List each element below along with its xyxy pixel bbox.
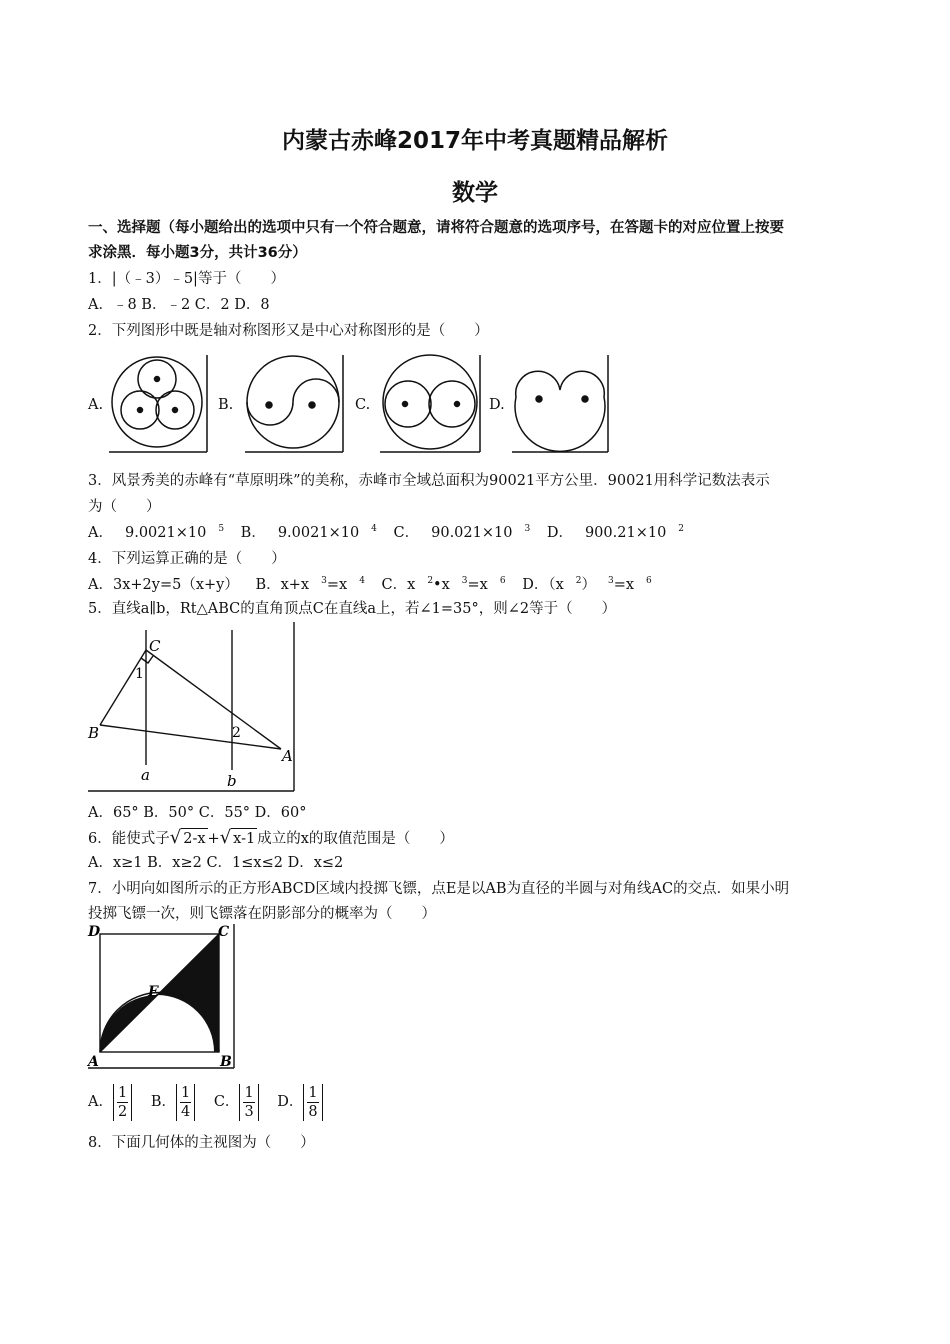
q2-label-d: D. xyxy=(489,397,505,413)
q8-stem: 8．下面几何体的主视图为（ ） xyxy=(88,1135,315,1151)
q4-option-b: B．x+x $^3$=x $^4$ xyxy=(255,576,365,593)
q5-figure xyxy=(86,620,298,795)
q2-figure-c xyxy=(380,355,480,452)
q5-angle-2: 2 xyxy=(232,725,241,741)
q3-option-a: A． 9.0021×10 $^5$ xyxy=(88,524,225,541)
q5-options: A．65° B．50° C．55° D．60° xyxy=(88,805,307,821)
q3-stem-line2: 为（ ） xyxy=(88,499,161,515)
q2-figures xyxy=(105,352,615,457)
q5-stem: 5．直线a∥b，Rt△ABC的直角顶点C在直线a上，若∠1=35°，则∠2等于（ ） xyxy=(88,601,617,617)
q6-radicand-1: 2-x xyxy=(181,828,207,849)
q4-options xyxy=(88,575,664,595)
q2-label-a: A. xyxy=(88,397,104,413)
page-title: 内蒙古赤峰2017年中考真题精品解析 xyxy=(281,128,668,154)
q5-label-line-b: b xyxy=(227,772,237,790)
q7-label-d: D xyxy=(88,924,101,940)
q5-label-b: B xyxy=(88,724,100,742)
q7-label-a: A xyxy=(88,1054,99,1070)
q3-option-d: D． 900.21×10 $^2$ xyxy=(546,524,685,541)
q7-label-b: B xyxy=(220,1054,232,1070)
q3-options xyxy=(88,523,696,543)
q5-label-c: C xyxy=(149,637,161,655)
q2-label-c: C. xyxy=(355,397,371,413)
q3-option-c: C． 90.021×10 $^3$ xyxy=(393,524,531,541)
q3-stem-line1: 3．风景秀美的赤峰有“草原明珠”的美称，赤峰市全域总面积为90021平方公里．90021用科学记数法表示 xyxy=(88,473,770,489)
q3-option-b: B． 9.0021×10 $^4$ xyxy=(240,524,377,541)
q1-stem: 1．|（﹣3）﹣5|等于（ ） xyxy=(88,271,285,287)
q2-label-b: B. xyxy=(218,397,234,413)
q2-figure-a xyxy=(109,355,207,452)
q7-stem-line1: 7．小明向如图所示的正方形ABCD区域内投掷飞镖，点E是以AB为直径的半圆与对角线AC的交点．如果小明 xyxy=(88,881,790,897)
q5-angle-1: 1 xyxy=(135,666,144,682)
q6-radicand-2: x-1 xyxy=(231,828,257,849)
q7-options xyxy=(88,1082,323,1122)
q7-label-e: E xyxy=(148,984,159,1000)
q4-option-c: C．x $^2$•x $^3$=x $^6$ xyxy=(381,576,506,593)
q5-label-line-a: a xyxy=(141,766,150,784)
q2-figure-b xyxy=(245,355,343,452)
q5-label-a: A xyxy=(282,747,293,765)
q7-figure xyxy=(86,922,238,1072)
q2-figure-d xyxy=(512,355,608,452)
q7-option-a: A． $\frac{1}{2}$ xyxy=(88,1094,132,1110)
q7-option-c: C． $\frac{1}{3}$ xyxy=(214,1094,259,1110)
q4-option-a: A．3x+2y=5（x+y） xyxy=(88,577,239,593)
q4-stem: 4．下列运算正确的是（ ） xyxy=(88,551,286,567)
q6-stem: 6．能使式子√ 2-x +√ x-1 成立的x的取值范围是（ ） xyxy=(88,827,454,848)
q7-option-d: D． $\frac{1}{8}$ xyxy=(277,1094,322,1110)
q2-stem: 2．下列图形中既是轴对称图形又是中心对称图形的是（ ） xyxy=(88,323,489,339)
q7-stem-line2: 投掷飞镖一次，则飞镖落在阴影部分的概率为（ ） xyxy=(88,906,436,922)
q7-option-b: B． $\frac{1}{4}$ xyxy=(151,1094,195,1110)
q1-options: A．﹣8 B．﹣2 C．2 D．8 xyxy=(88,297,270,313)
section-heading-line2: 求涂黑．每小题3分，共计36分） xyxy=(88,245,307,261)
q4-option-d: D．（x $^2$） $^3$=x $^6$ xyxy=(522,576,652,593)
q7-label-c: C xyxy=(218,924,230,940)
q6-options: A．x≥1 B．x≥2 C．1≤x≤2 D．x≤2 xyxy=(88,855,344,871)
subject-title: 数学 xyxy=(452,180,498,206)
section-heading-line1: 一、选择题（每小题给出的选项中只有一个符合题意，请将符合题意的选项序号，在答题卡的对应位置上按要 xyxy=(88,220,784,236)
